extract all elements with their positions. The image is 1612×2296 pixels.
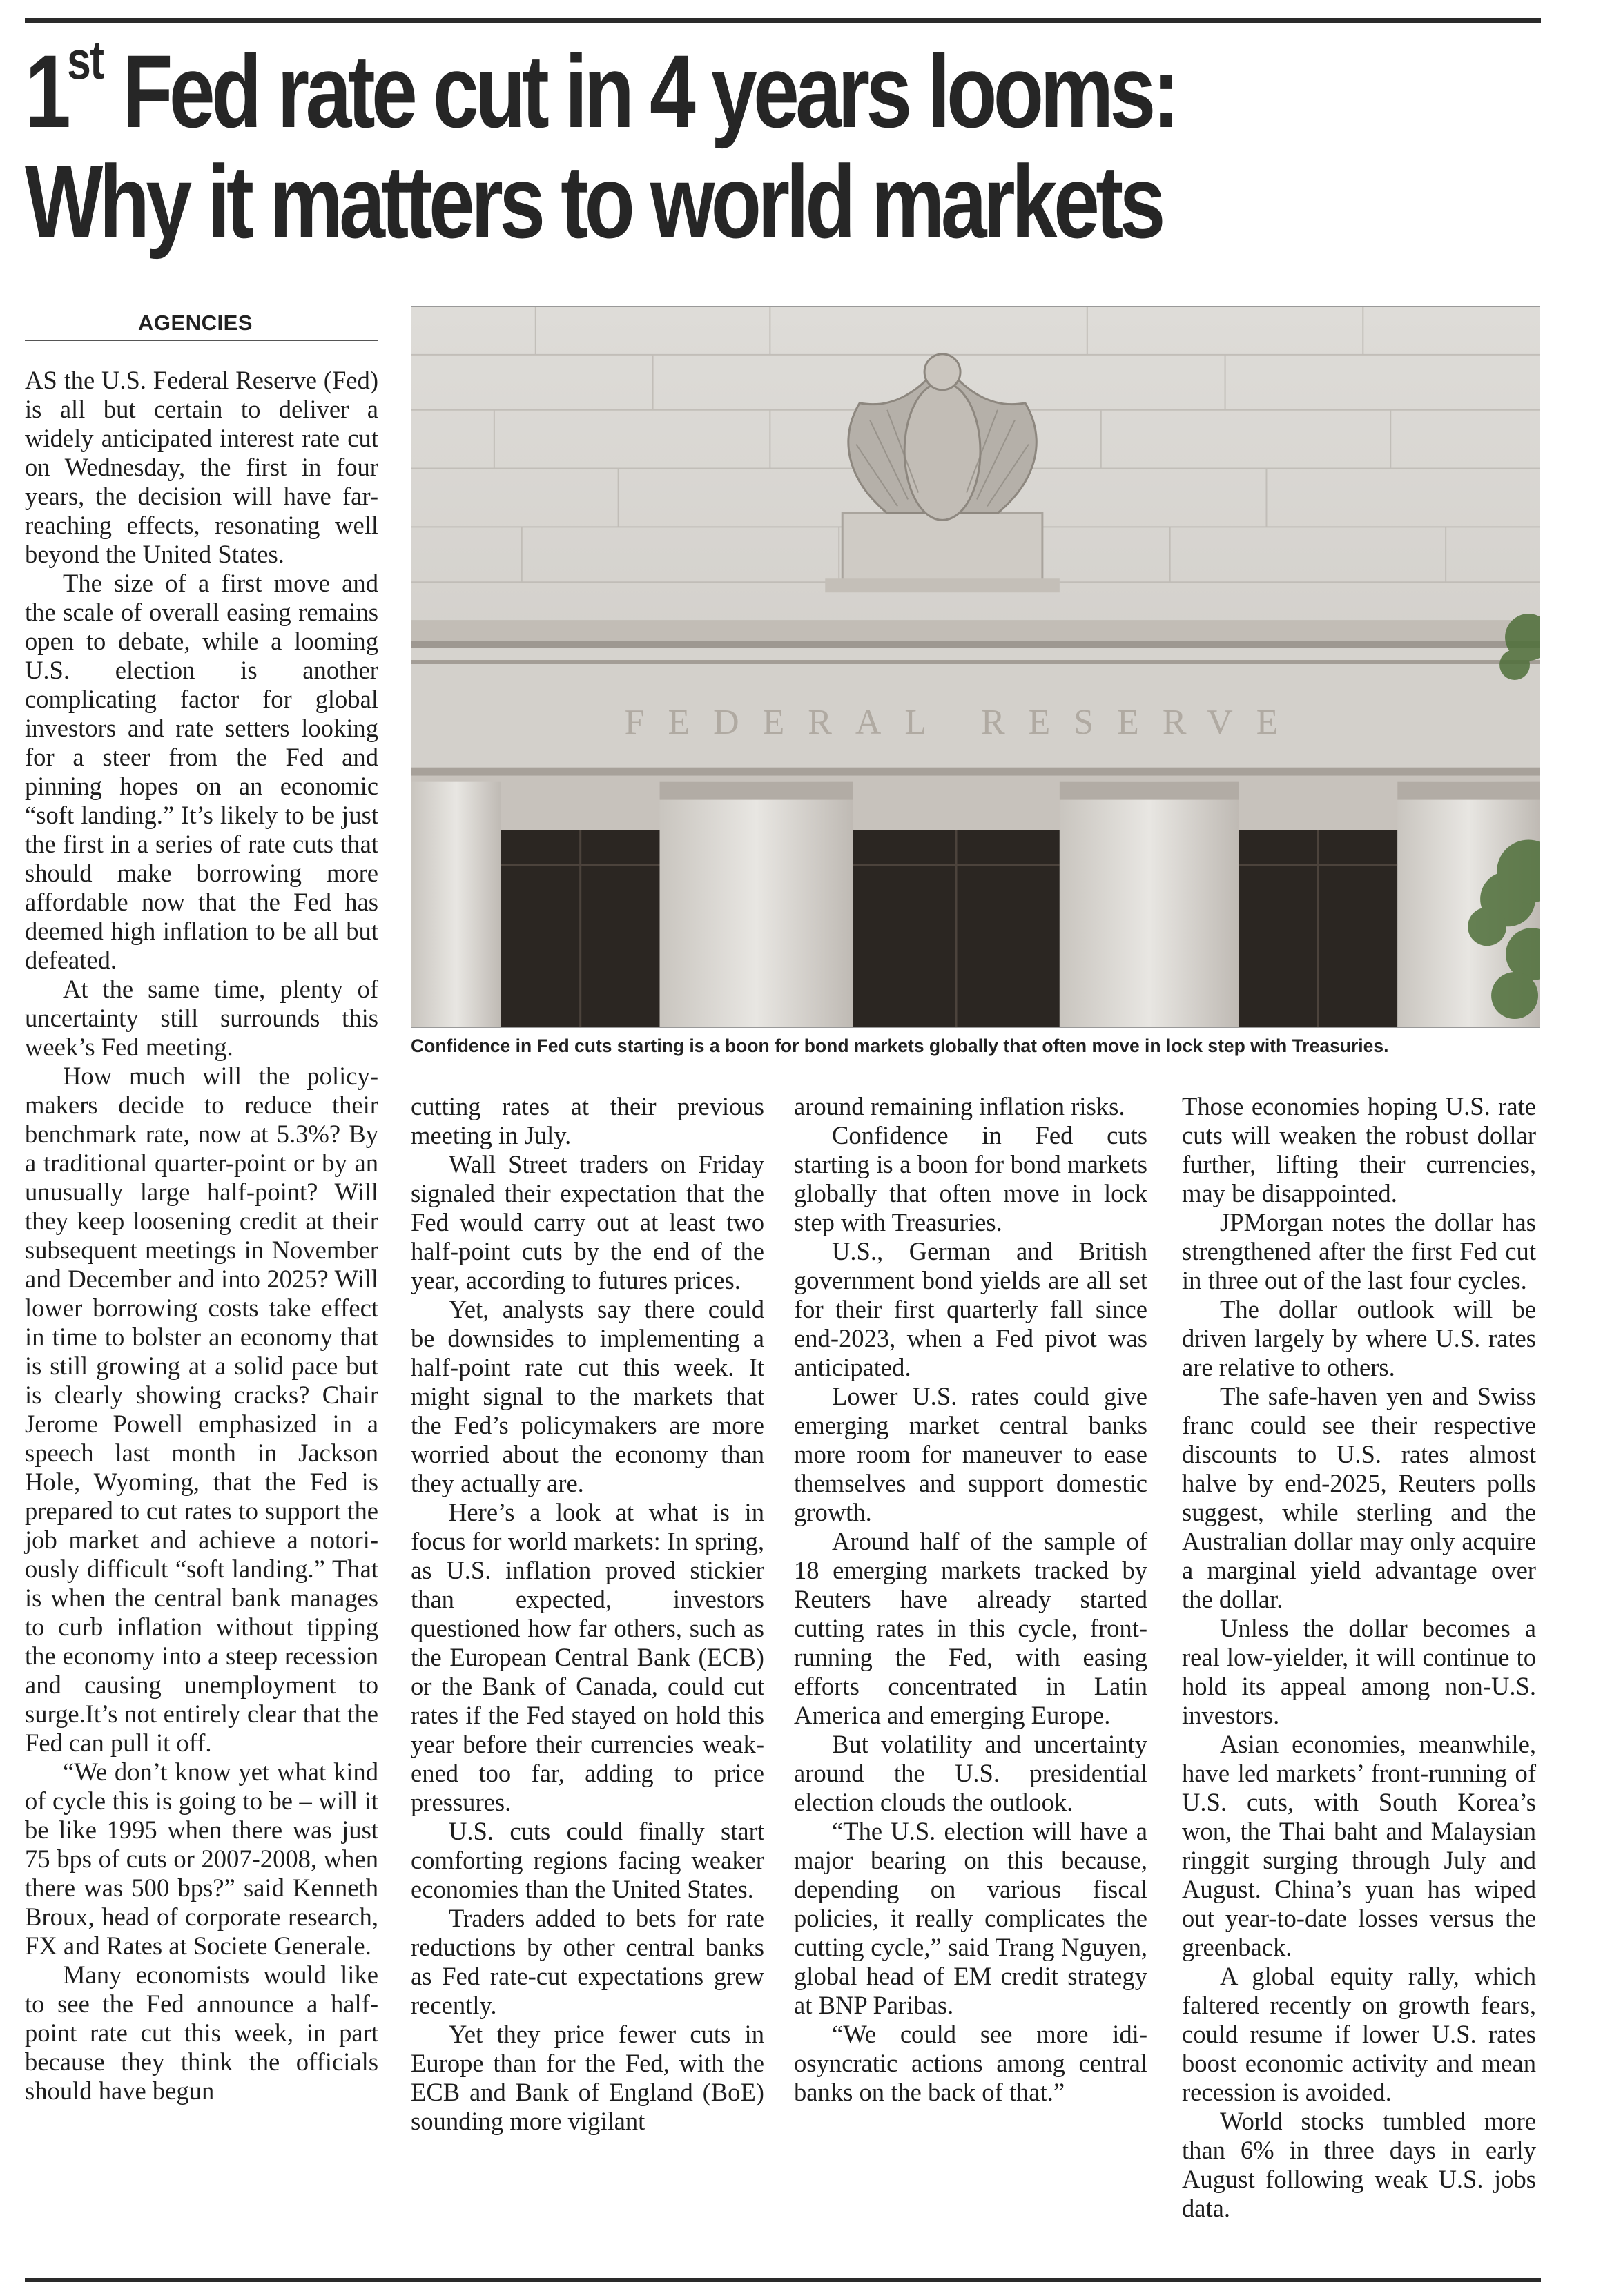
article-paragraph: around remaining inflation risks. xyxy=(794,1092,1125,1120)
headline-line-1-text: Fed rate cut in 4 years looms: xyxy=(103,33,1176,149)
article-paragraph: Asian economies, meanwhile, have led markets’ front-running of U.S. cuts, with South Korea’s won, the Thai baht and Malaysian ringgit surging through July and August. China’s yuan has wiped out year-to-date losses versus the greenback. xyxy=(1182,1730,1536,1961)
headline xyxy=(25,30,1251,260)
article-paragraph: How much will the policymakers decide to reduce their benchmark rate, now at 5.3%? By a traditional quarter-point or by an unusually large half-point? Will they keep loosening credit at their subsequent meetings in November and December and into 2025? Will lower borrowing costs take effect in time to bolster an economy that is still growing at a solid pace but is clearly showing cracks? Chair Jerome Powell emphasized in a speech last month in Jackson Hole, Wyoming, that the Fed is prepared to cut rates to support the job market and achieve a notoriously difficult “soft landing.” That is when the central bank manages to curb inflation without tipping the economy into a steep recession and causing unemployment to surge.It’s not entirely clear that the Fed can pull it off. xyxy=(25,1062,378,1757)
article-paragraph: “The U.S. election will have a major bearing on this because, depending on various fiscal policies, it really complicates the cutting cycle,” said Trang Nguyen, global head of EM credit strategy at BNP Paribas. xyxy=(794,1817,1147,2019)
article-paragraph: Confidence in Fed cuts starting is a boon for bond markets globally that often move in lock step with Treasuries. xyxy=(794,1121,1147,1236)
article-paragraph: The size of a first move and the scale of overall easing remains open to debate, while a looming U.S. election is another complicating factor for global investors and rate setters looking for a steer from the Fed and pinning hopes on an economic “soft landing.” It’s likely to be just the first in a series of rate cuts that should make borrowing more affordable now that the Fed has deemed high inflation to be all but defeated. xyxy=(25,569,378,974)
headline-ordinal-number: 1 xyxy=(25,33,68,149)
article-paragraph: AS the U.S. Federal Reserve (Fed) is all but certain to deliver a widely anticipated interest rate cut on Wednesday, the first in four years, the decision will have far-reaching effects, resonating well beyond the United States. xyxy=(25,366,378,568)
headline-ordinal-suffix: st xyxy=(67,30,104,90)
article-paragraph: The dollar outlook will be driven largely by where U.S. rates are relative to others. xyxy=(1182,1295,1536,1381)
article-paragraph: Yet, analysts say there could be downsides to implementing a half-point rate cut this week. It might signal to the markets that the Fed’s policymakers are more worried about the economy than they actually are. xyxy=(411,1295,764,1497)
article-column-2 xyxy=(411,1092,764,2136)
article-paragraph: Lower U.S. rates could give emerging market central banks more room for maneuver to ease themselves and support domestic growth. xyxy=(794,1382,1147,1526)
photo-caption: Confidence in Fed cuts starting is a boon for bond markets globally that often move in lock step with Treasuries. xyxy=(411,1035,1389,1056)
article-paragraph: “We don’t know yet what kind of cycle this is going to be – will it be like 1995 when there was just 75 bps of cuts or 2007-2008, when there was 500 bps?” said Kenneth Broux, head of corporate research, FX and Rates at Societe Generale. xyxy=(25,1758,378,1960)
article-paragraph: Here’s a look at what is in focus for world markets: In spring, as U.S. inflation proved stickier than expected, investors questioned how far others, such as the European Central Bank (ECB) or the Bank of Canada, could cut rates if the Fed stayed on hold this year before their currencies weakened too far, adding to price pressures. xyxy=(411,1498,764,1816)
article-paragraph: U.S. cuts could finally start comforting regions facing weaker economies than the United States. xyxy=(411,1817,764,1903)
bottom-rule xyxy=(25,2278,1541,2282)
article-column-4 xyxy=(1182,1092,1536,2223)
article-paragraph: World stocks tumbled more than 6% in three days in early August following weak U.S. jobs data. xyxy=(1182,2107,1536,2222)
article-paragraph: U.S., German and British government bond yields are all set for their first quarterly fall since end-2023, when a Fed pivot was anticipated. xyxy=(794,1237,1147,1381)
article-column-3 xyxy=(794,1092,1147,2107)
article-paragraph: The safe-haven yen and Swiss franc could see their respective discounts to U.S. rates almost halve by end-2025, Reuters polls suggest, while sterling and the Australian dollar may only acquire a marginal yield advantage over the dollar. xyxy=(1182,1382,1536,1613)
article-paragraph: Traders added to bets for rate reductions by other central banks as Fed rate-cut expectations grew recently. xyxy=(411,1904,764,2019)
article-paragraph: “We could see more idiosyncratic actions among central banks on the back of that.” xyxy=(794,2020,1147,2106)
article-paragraph: Wall Street traders on Friday signaled their expectation that the Fed would carry out at least two half-point cuts by the end of the year, according to futures prices. xyxy=(411,1150,764,1294)
article-paragraph: Many economists would like to see the Fed announce a half-point rate cut this week, in part because they think the officials should have begun xyxy=(25,1961,378,2105)
headline-line-2: Why it matters to world markets xyxy=(25,144,1162,260)
building-inscription: FEDERAL RESERVE xyxy=(624,702,1302,742)
article-paragraph: Yet they price fewer cuts in Europe than for the Fed, with the ECB and Bank of England (BoE) sounding more vigilant xyxy=(411,2020,764,2135)
article-paragraph: Around half of the sample of 18 emerging markets tracked by Reuters have already started cutting rates in this cycle, front-running the Fed, with easing efforts concentrated in Latin America and emerging Europe. xyxy=(794,1527,1147,1729)
byline: AGENCIES xyxy=(138,311,253,335)
federal-reserve-building-image xyxy=(411,307,1540,1027)
article-paragraph: At the same time, plenty of uncertainty still surrounds this week’s Fed meeting. xyxy=(25,975,378,1061)
article-paragraph: Unless the dollar becomes a real low-yielder, it will continue to hold its appeal among non-U.S. investors. xyxy=(1182,1614,1536,1729)
headline-line-1 xyxy=(25,30,1251,149)
article-paragraph: JPMorgan notes the dollar has strengthened after the first Fed cut in three out of the last four cycles. xyxy=(1182,1208,1536,1294)
article-paragraph: Those economies hoping U.S. rate cuts will weaken the robust dollar further, lifting their currencies, may be disappointed. xyxy=(1182,1092,1536,1207)
article-paragraph: cutting rates at their previous meeting in July. xyxy=(411,1092,764,1149)
article-paragraph: But volatility and uncertainty around the U.S. presidential election clouds the outlook. xyxy=(794,1730,1147,1816)
byline-rule xyxy=(25,340,378,341)
federal-reserve-photo xyxy=(411,306,1540,1028)
article-column-1 xyxy=(25,366,378,2105)
article-paragraph: A global equity rally, which faltered recently on growth fears, could resume if lower U.S. rates boost economic activity and mean recession is avoided. xyxy=(1182,1962,1536,2106)
top-rule xyxy=(25,18,1541,23)
